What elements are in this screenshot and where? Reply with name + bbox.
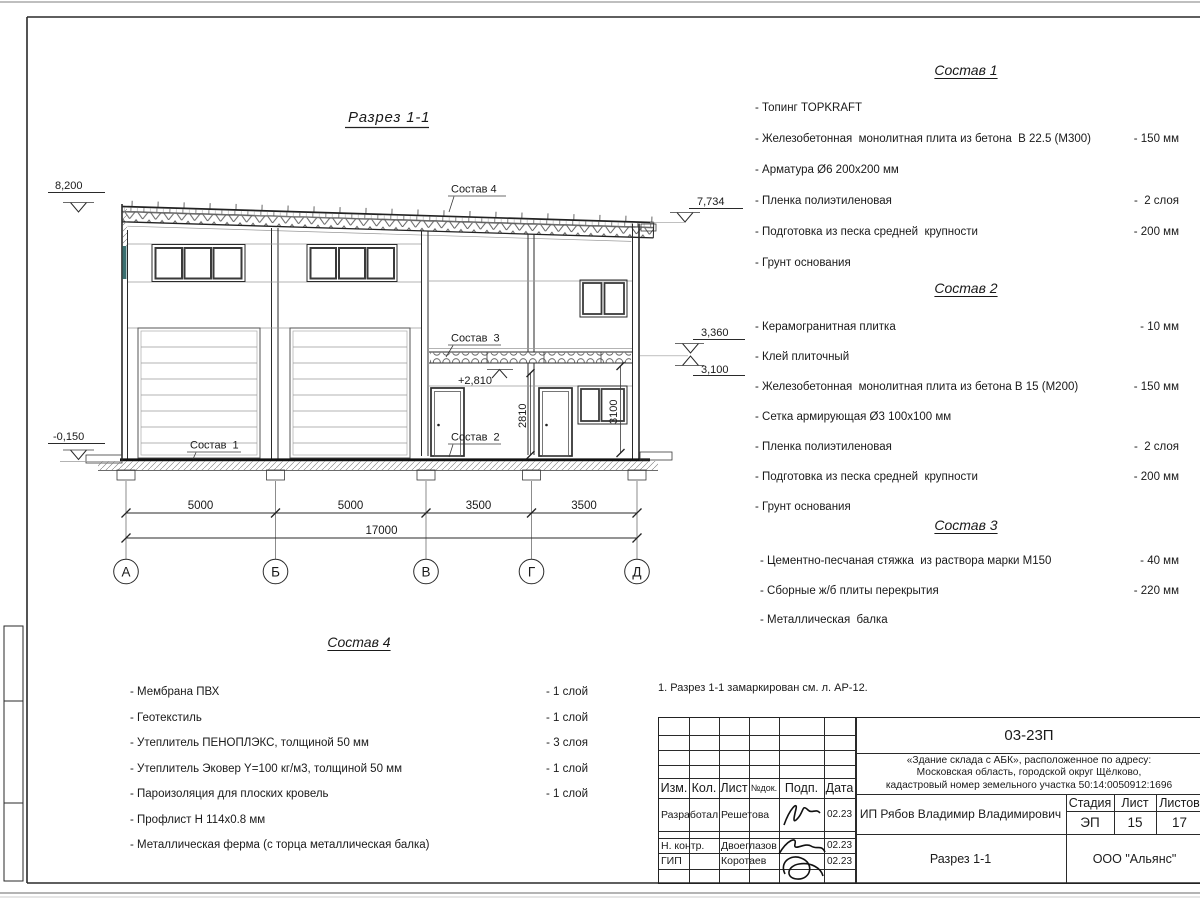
door-1 <box>431 388 464 456</box>
hall-window-1 <box>152 245 245 282</box>
dim-span-3: 3500 <box>465 500 492 512</box>
row-role: Н. контр. <box>661 839 705 852</box>
row-role: ГИП <box>661 855 682 867</box>
svg-text:3100: 3100 <box>608 399 620 424</box>
signature-2 <box>775 836 829 883</box>
list-item: - Пленка полиэтиленовая - 2 слоя <box>755 195 1179 207</box>
dimension-system <box>114 481 650 584</box>
list-item: - Цементно-песчаная стяжка из раствора марки М150 - 40 мм <box>760 555 1179 567</box>
door-2 <box>539 388 572 456</box>
title-block <box>658 717 1200 884</box>
sheet-title: Разрез 1-1 <box>929 851 992 866</box>
signature-1 <box>779 798 824 831</box>
col-data: Дата <box>825 781 854 795</box>
list-item: - Клей плиточный <box>755 351 850 363</box>
list-item: - Мембрана ПВХ - 1 слой <box>130 686 588 698</box>
svg-text:Состав 2: Состав 2 <box>451 431 500 444</box>
callout-sostav-2 <box>448 432 501 458</box>
walls-and-columns <box>122 204 639 460</box>
listov-header: Листов <box>1159 795 1200 810</box>
stadia-value: ЭП <box>1080 815 1100 830</box>
elevation-slab-bottom <box>640 356 745 376</box>
elevation-ground <box>48 431 120 462</box>
composition-4-title: Состав 4 <box>327 634 391 650</box>
elevation-slab-top <box>675 327 745 353</box>
row-name: Двоеглазов <box>721 839 777 852</box>
list-item: - Грунт основания <box>755 501 851 513</box>
svg-text:Состав 4: Состав 4 <box>451 183 497 196</box>
elevation-roof-left <box>48 180 105 212</box>
composition-1-list <box>755 102 1179 270</box>
vdim-3100 <box>608 362 625 457</box>
garage-door-1 <box>138 328 260 458</box>
list-item: - Геотекстиль - 1 слой <box>130 711 588 724</box>
axis-label-b: Б <box>271 564 280 580</box>
list-value: 15 <box>1127 815 1143 830</box>
dim-line-spans <box>122 500 642 518</box>
list-item: - Утеплитель ПЕНОПЛЭКС, толщиной 50 мм - 3 слоя <box>130 737 588 749</box>
ground-and-foundation <box>86 452 672 480</box>
left-margin-stamp <box>4 626 23 881</box>
left-wall-window-strip <box>123 246 127 279</box>
hall-window-2 <box>307 245 397 282</box>
axis-extension-lines <box>126 481 637 559</box>
axis-label-v: В <box>421 564 431 580</box>
axis-label-g: Г <box>527 564 536 580</box>
axis-label-a: А <box>121 564 131 580</box>
interior-level-lines <box>128 244 632 386</box>
row-date: 02.23 <box>826 809 853 820</box>
list-item: - Арматура Ø6 200х200 мм <box>755 164 899 176</box>
list-item: - Железобетонная монолитная плита из бетона В 15 (М200) - 150 мм <box>755 381 1179 393</box>
svg-text:Состав 1: Состав 1 <box>190 439 239 452</box>
list-item: - Керамогранитная плитка - 10 мм <box>755 321 1179 333</box>
axis-bubbles <box>114 559 650 584</box>
axis-label-d: Д <box>632 564 642 580</box>
row-name: Решетова <box>721 808 770 821</box>
svg-text:Состав 3: Состав 3 <box>451 332 500 345</box>
floor-slab <box>429 349 632 364</box>
dim-total: 17000 <box>365 525 398 537</box>
list-item: - Подготовка из песка средней крупности - 200 мм <box>755 226 1179 238</box>
dim-span-2: 5000 <box>337 500 364 512</box>
list-item: - Топинг TOPKRAFT <box>755 102 863 114</box>
list-item: - Пленка полиэтиленовая - 2 слоя <box>755 441 1179 453</box>
composition-1-title: Состав 1 <box>934 62 998 78</box>
svg-text:7,734: 7,734 <box>697 196 725 208</box>
svg-text:8,200: 8,200 <box>55 180 83 192</box>
composition-3-title: Состав 3 <box>934 517 998 533</box>
stadia-header: Стадия <box>1068 795 1112 810</box>
col-podp: Подп. <box>784 781 819 795</box>
col-izm: Изм. <box>660 781 688 795</box>
list-item: - Профлист Н 114х0.8 мм <box>130 813 266 826</box>
col-ndok: №док. <box>750 783 778 793</box>
list-item: - Сборные ж/б плиты перекрытия - 220 мм <box>760 584 1179 597</box>
row-name: Коротаев <box>721 855 767 867</box>
vdim-2810 <box>517 369 535 459</box>
dim-span-4: 3500 <box>571 500 597 512</box>
svg-text:-0,150: -0,150 <box>53 431 85 443</box>
upper-window <box>580 280 627 317</box>
list-item: - Утеплитель Эковер Y=100 кг/м3, толщиной 50 мм - 1 слой <box>130 762 588 775</box>
list-item: - Пароизоляция для плоских кровель - 1 слой <box>130 788 588 800</box>
dim-line-total <box>122 525 642 543</box>
garage-door-2 <box>290 328 410 458</box>
elevation-floor2 <box>458 370 513 388</box>
composition-3-list <box>760 555 1179 627</box>
callout-sostav-1 <box>187 440 241 460</box>
col-kol: Кол. <box>691 781 717 795</box>
list-header: Лист <box>1121 795 1149 810</box>
callout-sostav-4 <box>448 184 506 213</box>
list-item: - Сетка армирующая Ø3 100х100 мм <box>755 411 952 423</box>
composition-4-list <box>130 686 588 852</box>
building-section <box>86 201 672 480</box>
listov-value: 17 <box>1171 815 1188 830</box>
svg-text:3,360: 3,360 <box>701 327 729 339</box>
col-list: Лист <box>720 781 748 795</box>
composition-2-title: Состав 2 <box>934 280 998 296</box>
roof-assembly <box>121 201 654 243</box>
list-item: - Железобетонная монолитная плита из бетона В 22.5 (М300) - 150 мм <box>755 133 1179 145</box>
composition-2-list <box>755 321 1179 514</box>
list-item: - Металлическая балка <box>760 614 888 626</box>
doc-number: 03-23П <box>1004 727 1054 744</box>
list-item: - Подготовка из песка средней крупности - 200 мм <box>755 471 1179 483</box>
svg-text:+2,810: +2,810 <box>458 375 492 387</box>
company-name: ООО "Альянс" <box>1092 851 1177 866</box>
client-name: ИП Рябов Владимир Владимирович <box>859 807 1062 821</box>
project-description: «Здание склада с АБК», расположенное по адресу: Московская область, городской округ Щёлково, кадастровый номер земельного участка 50:14:0050912:1696 <box>885 754 1173 791</box>
row-date: 02.23 <box>826 855 853 867</box>
view-title <box>345 109 430 128</box>
elevation-roof-right <box>650 196 743 222</box>
list-item: - Грунт основания <box>755 257 851 269</box>
row-date: 02.23 <box>826 840 853 851</box>
row-role: Разработал <box>661 808 719 821</box>
svg-text:3,100: 3,100 <box>701 364 729 376</box>
drawing-note: 1. Разрез 1-1 замаркирован см. л. АР-12. <box>658 682 868 694</box>
list-item: - Металлическая ферма (с торца металлическая балка) <box>130 839 430 851</box>
view-title-text: Разрез 1-1 <box>348 109 431 126</box>
svg-text:2810: 2810 <box>517 403 529 428</box>
dim-span-1: 5000 <box>187 500 214 512</box>
